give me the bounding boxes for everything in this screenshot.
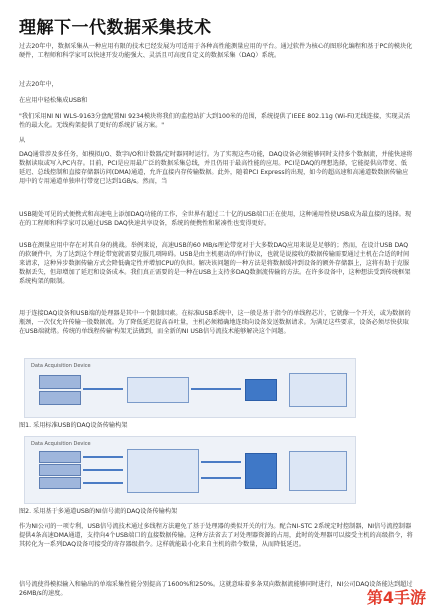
figure-1-label: Data Acquisition Device <box>31 363 91 369</box>
figure-2-diagram <box>24 436 356 504</box>
usb-arrow <box>191 388 241 390</box>
section-heading-usb: 在应用中轻松集成USB和 <box>19 97 88 104</box>
stream-1-arrow <box>83 456 123 458</box>
daq-multitask-paragraph: DAQ通常涉及多任务，如模拟I/O、数字I/O和计数器/定时器同时运行。为了实现这些功能，DAQ设备必须能够同时支持多个数据流，并能快速将数据读取或写入PC内存。目前，PCI是应用最广泛的数据采集总线，并且仍用于最高性能的应用。PCI是DAQ的理想选择，它能提供高带宽、低延迟、总线控制和直接存储器访问(DMA)通道，允许直接内存传输数据。此外，随着PCI Express的出现，如今的超高速和高通道数数据传输应用中的专用通道单独串行带宽已达到1GB/s。然而，当 <box>19 151 413 185</box>
stream-2-arrow <box>83 469 123 471</box>
figure-1-caption: 图1. 采用标准USB的DAQ设备传输构架 <box>19 422 128 429</box>
stream-3-arrow <box>83 482 123 484</box>
analog-input-block <box>39 375 81 389</box>
signal-stream-controller-block <box>127 449 199 493</box>
host-pc-block <box>289 373 347 407</box>
processor-block <box>127 377 189 403</box>
figure-2-caption: 图2. 采用基于多通道USB的NI信号流的DAQ设备传输构架 <box>19 508 178 515</box>
stream-2-block <box>39 464 81 476</box>
dma-arrow-2 <box>201 477 241 479</box>
paragraph-short-1: 过去20年中， <box>19 81 58 88</box>
dma-arrow-1 <box>201 461 241 463</box>
processor-bottleneck-paragraph: 用于连接DAQ设备和USB端的处理器是其中一个限制因素。在标准USB系统中，这一般是基于指令的单线程芯片，它就像一个开关，或为数据的瓶颈，一次仅允许传输一股数据流。为了降低延迟提高吞吐量，主机必须精确地连续向设备发送数据请求。为满足这些要求，设备必须尽快获取在USB端就绪。传统的单线程传输'构架无法做到，而全新的NI USB信号流技术能够解决这个问题。 <box>19 310 411 335</box>
usb-challenges-paragraph: USB在测量应用中存在对其自身的挑战。举例来说，高速USB的60 MB/s理论带宽对于大多数DAQ应用来说是足够的；然而，在设计USB DAQ的软硬件中，为了达到这个理论带宽就需要克服几项障碍。USB是由主机驱动的串行协议，也就是说接收的数据传输需要通过主机在合适的时间来请求，这种异步数据传输方式会降低确定性并增加CPU的负担。解决该问题的一种方法是将数据缓冲到设备的额外存储器上，这将有助于克服数据丢失，但却增加了延迟和设备成本。我们真正需要的是一种在USB上支持多DAQ数据流传输的方法。在许多设备中，这种想法受到传统框架系统构架的限制。 <box>19 242 411 285</box>
stream-1-block <box>39 451 81 463</box>
usb-ubiquity-paragraph: USB随处可见的式便携式和高速电上添加DAQ功能的工作，全世界有超过二十亿的USB端口正在使用，这种通用性使USB成为最直接的选择。现在的工程师和科学家可以通过USB DAQ快速共享设备，系统的便携性和紧凑性也变得更好。 <box>19 211 412 227</box>
host-pc-block-2 <box>289 451 347 491</box>
article-title: 理解下一代数据采集技术 <box>19 18 212 38</box>
figure-1-diagram <box>24 358 356 418</box>
analog-output-block <box>39 391 81 405</box>
usb-multichannel-block <box>245 453 277 489</box>
performance-paragraph: 信号流使得模拟输入和输出的单端采集性能分别提高了1600%和250%。这就意味着多条双向数据流能够同时进行，NI公司DAQ设备能达到超过26MB/s的速度。 <box>19 581 413 597</box>
site-watermark-logo: 第4手游 <box>366 588 426 607</box>
usb-block <box>245 379 277 401</box>
intro-paragraph: 过去20年中，数据采集从一种应用有限的技术已经发展为可适用于各种高性能测量应用的平台。通过软件为核心的图形化编程和基于PC的模块化硬件，工程师和科学家可以快速开发功能强大、灵活且可高度自定义的数据采集（DAQ）系统。 <box>19 43 413 59</box>
data-arrow <box>83 388 123 390</box>
signal-stream-paragraph: 作为NI公司的一项专利，USB信号流技术通过多线程方法避免了基于处理器的类似开关的行为。配合NI-STC 2系统定时控制器，NI信号流控制器提供4条高速DMA通道，支持向4个USB端口的直接数据传输。这种方法省去了对处理器资源的占用，此时的处理器可以接受主机的高级指令，将其转化为一系列DAQ设备可接受的寄存器级指令。这样就能最小化来自主机的指令数量，从而降低延迟。 <box>19 523 413 548</box>
quote-paragraph: "我们采用NI NI WLS-9163分盘配置NI 9234模块将我们的监控站扩大到100米的范围，系统提供了IEEE 802.11g (Wi-Fi)无线连接，实现灵活性的最大化。无线构架提供了更好的系统扩展方案。" <box>19 113 411 129</box>
stream-3-block <box>39 477 81 489</box>
paragraph-from: 从 <box>19 137 26 144</box>
figure-2-label: Data Acquisition Device <box>31 441 91 447</box>
